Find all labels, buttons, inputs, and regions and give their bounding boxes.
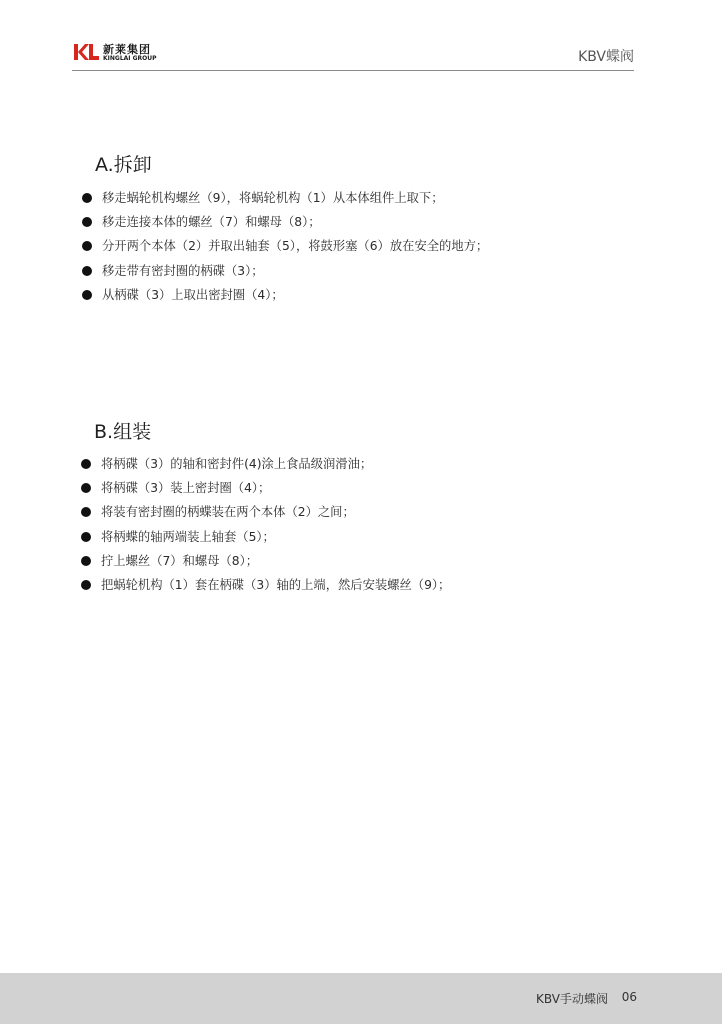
list-item-text: 把蜗轮机构（1）套在柄碟（3）轴的上端，然后安装螺丝（9）； bbox=[101, 577, 451, 592]
list-item bbox=[82, 215, 488, 239]
company-logo bbox=[74, 42, 164, 66]
bullet-icon bbox=[81, 459, 91, 469]
list-item-text: 拧上螺丝（7）和螺母（8）； bbox=[101, 553, 259, 568]
bullet-icon bbox=[81, 532, 91, 542]
list-item bbox=[82, 264, 488, 288]
footer-title: KBV手动蝶阀 bbox=[536, 992, 608, 1006]
list-item-text: 从柄碟（3）上取出密封圈（4）； bbox=[102, 287, 284, 302]
section-a-list bbox=[82, 191, 488, 312]
bullet-icon bbox=[81, 580, 91, 590]
list-item bbox=[81, 481, 450, 505]
list-item bbox=[82, 288, 488, 312]
bullet-icon bbox=[81, 556, 91, 566]
list-item bbox=[82, 239, 488, 263]
bullet-icon bbox=[81, 483, 91, 493]
bullet-icon bbox=[81, 507, 91, 517]
list-item bbox=[82, 191, 488, 215]
page-header bbox=[72, 38, 634, 71]
section-a-title: A.拆卸 bbox=[95, 154, 152, 176]
list-item-text: 将柄碟（3）装上密封圈（4）； bbox=[101, 481, 271, 496]
bullet-icon bbox=[82, 217, 92, 227]
page-footer bbox=[0, 973, 722, 1024]
logo-english-name: KINGLAI GROUP bbox=[103, 55, 157, 62]
section-b-list bbox=[81, 457, 450, 602]
list-item-text: 移走连接本体的螺丝（7）和螺母（8）； bbox=[102, 215, 321, 230]
list-item-text: 将柄蝶的轴两端装上轴套（5）； bbox=[101, 529, 275, 544]
list-item-text: 移走蜗轮机构螺丝（9），将蜗轮机构（1）从本体组件上取下； bbox=[102, 191, 444, 205]
list-item bbox=[81, 505, 450, 529]
list-item-text: 将装有密封圈的柄蝶装在两个本体（2）之间； bbox=[101, 505, 355, 520]
bullet-icon bbox=[82, 266, 92, 276]
bullet-icon bbox=[82, 241, 92, 251]
logo-chinese-name: 新莱集团 bbox=[103, 43, 151, 56]
list-item bbox=[81, 457, 450, 481]
list-item bbox=[81, 578, 450, 602]
bullet-icon bbox=[82, 193, 92, 203]
list-item-text: 移走带有密封圈的柄碟（3）； bbox=[102, 263, 264, 278]
section-b-title: B.组装 bbox=[94, 421, 152, 443]
list-item bbox=[81, 530, 450, 554]
list-item-text: 将柄碟（3）的轴和密封件(4)涂上食品级润滑油； bbox=[101, 457, 373, 471]
header-title: KBV蝶阀 bbox=[578, 49, 634, 65]
kinglai-logo-icon bbox=[74, 42, 100, 62]
bullet-icon bbox=[82, 290, 92, 300]
page-number: 06 bbox=[621, 990, 637, 1004]
list-item bbox=[81, 554, 450, 578]
list-item-text: 分开两个本体（2）并取出轴套（5），将鼓形塞（6）放在安全的地方； bbox=[102, 239, 489, 254]
